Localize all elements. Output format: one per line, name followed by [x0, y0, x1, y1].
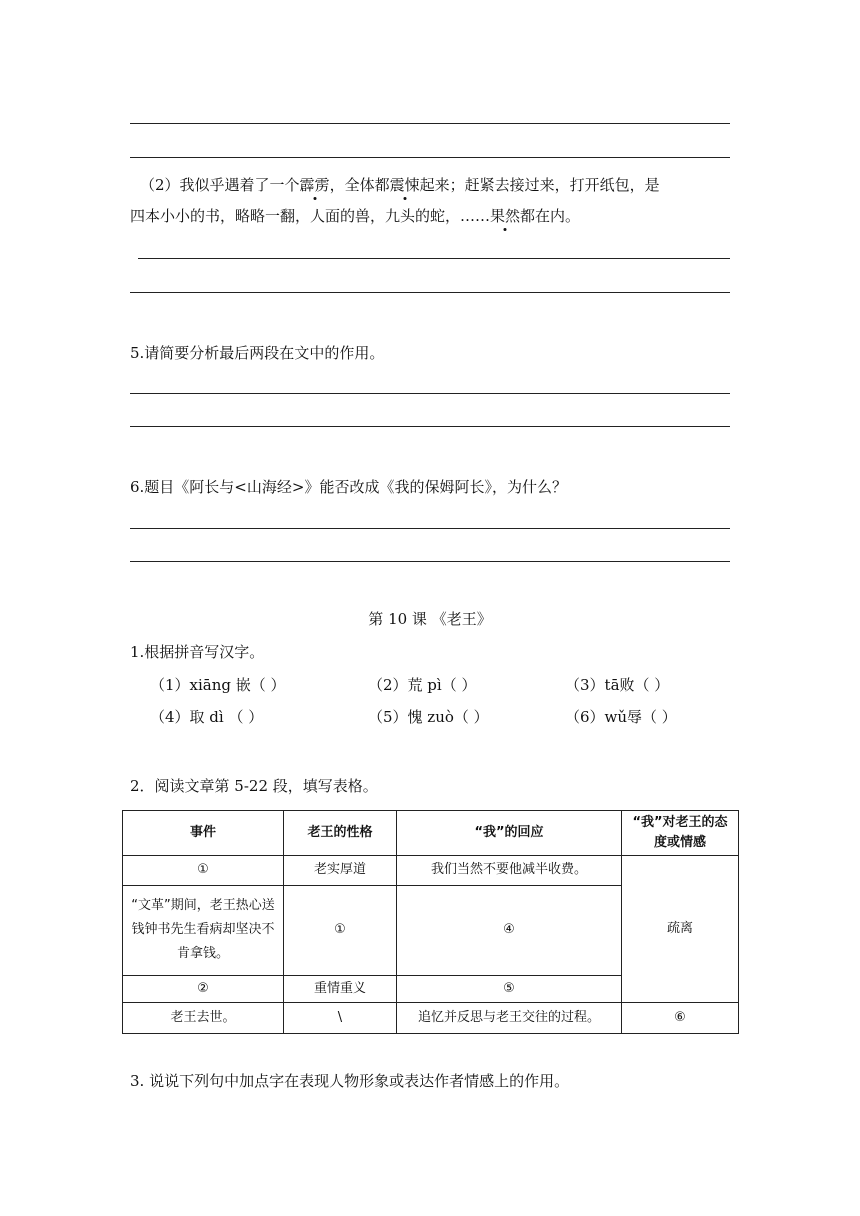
- answer-line: [130, 393, 730, 394]
- header-character: 老王的性格: [284, 811, 397, 856]
- text-segment: 四本小小的书，略略一翻，人面的兽，九头的蛇，……: [130, 207, 491, 225]
- question-4-2-line2: [130, 206, 580, 226]
- answer-line: [130, 561, 730, 562]
- dotted-word: 霹雳: [299, 176, 330, 194]
- text-segment: （2）我似乎遇着了一个: [140, 176, 300, 194]
- pinyin-item-3: （3）tā败（ ）: [565, 676, 670, 694]
- table-question-heading: 2．阅读文章第 5-22 段，填写表格。: [130, 777, 378, 795]
- table-cell: 追忆并反思与老王交往的过程。: [397, 1003, 622, 1034]
- table-cell: ⑤: [397, 975, 622, 1003]
- answer-line: [130, 292, 730, 293]
- table-cell: ④: [397, 885, 622, 975]
- answer-line: [130, 123, 730, 124]
- table-cell: “文革”期间，老王热心送钱钟书先生看病却坚决不肯拿钱。: [123, 885, 284, 975]
- table-cell: 老王去世。: [123, 1003, 284, 1034]
- question-5: 5.请简要分析最后两段在文中的作用。: [130, 344, 385, 362]
- dotted-word: 震悚: [389, 176, 420, 194]
- table-cell: ⑥: [622, 1003, 739, 1034]
- answer-line: [130, 528, 730, 529]
- answer-line: [130, 426, 730, 427]
- pinyin-heading: 1.根据拼音写汉字。: [130, 643, 265, 661]
- pinyin-item-6: （6）wǔ辱（ ）: [565, 708, 677, 726]
- pinyin-item-4: （4）取 dì （ ）: [150, 708, 264, 726]
- text-segment: 都在内。: [520, 207, 581, 225]
- reading-table: [122, 810, 739, 1034]
- question-4-2-line1: [140, 175, 660, 195]
- table-cell: 我们当然不要他减半收费。: [397, 856, 622, 886]
- table-cell: 老实厚道: [284, 856, 397, 886]
- question-6: 6.题目《阿长与<山海经>》能否改成《我的保姆阿长》，为什么？: [130, 478, 567, 496]
- answer-line: [130, 157, 730, 158]
- pinyin-item-5: （5）愧 zuò（ ）: [368, 708, 489, 726]
- table-cell: \: [284, 1003, 397, 1034]
- text-segment: 起来；赶紧去接过来，打开纸包，是: [419, 176, 660, 194]
- question-3: 3. 说说下列句中加点字在表现人物形象或表达作者情感上的作用。: [130, 1072, 570, 1090]
- table-cell: 重情重义: [284, 975, 397, 1003]
- table-cell: ②: [123, 975, 284, 1003]
- merged-attitude-cell: 疏离: [622, 856, 739, 1003]
- dotted-word: 果然: [490, 207, 521, 225]
- pinyin-item-1: （1）xiāng 嵌（ ）: [150, 676, 286, 694]
- answer-line: [138, 258, 730, 259]
- header-event: 事件: [123, 811, 284, 856]
- table-cell: ①: [123, 856, 284, 886]
- header-attitude: “我”对老王的态度或情感: [622, 811, 739, 856]
- header-response: “我”的回应: [397, 811, 622, 856]
- lesson-title: 第 10 课 《老王》: [368, 610, 492, 628]
- table-cell: ①: [284, 885, 397, 975]
- text-segment: ，全体都: [329, 176, 390, 194]
- pinyin-item-2: （2）荒 pì（ ）: [368, 676, 477, 694]
